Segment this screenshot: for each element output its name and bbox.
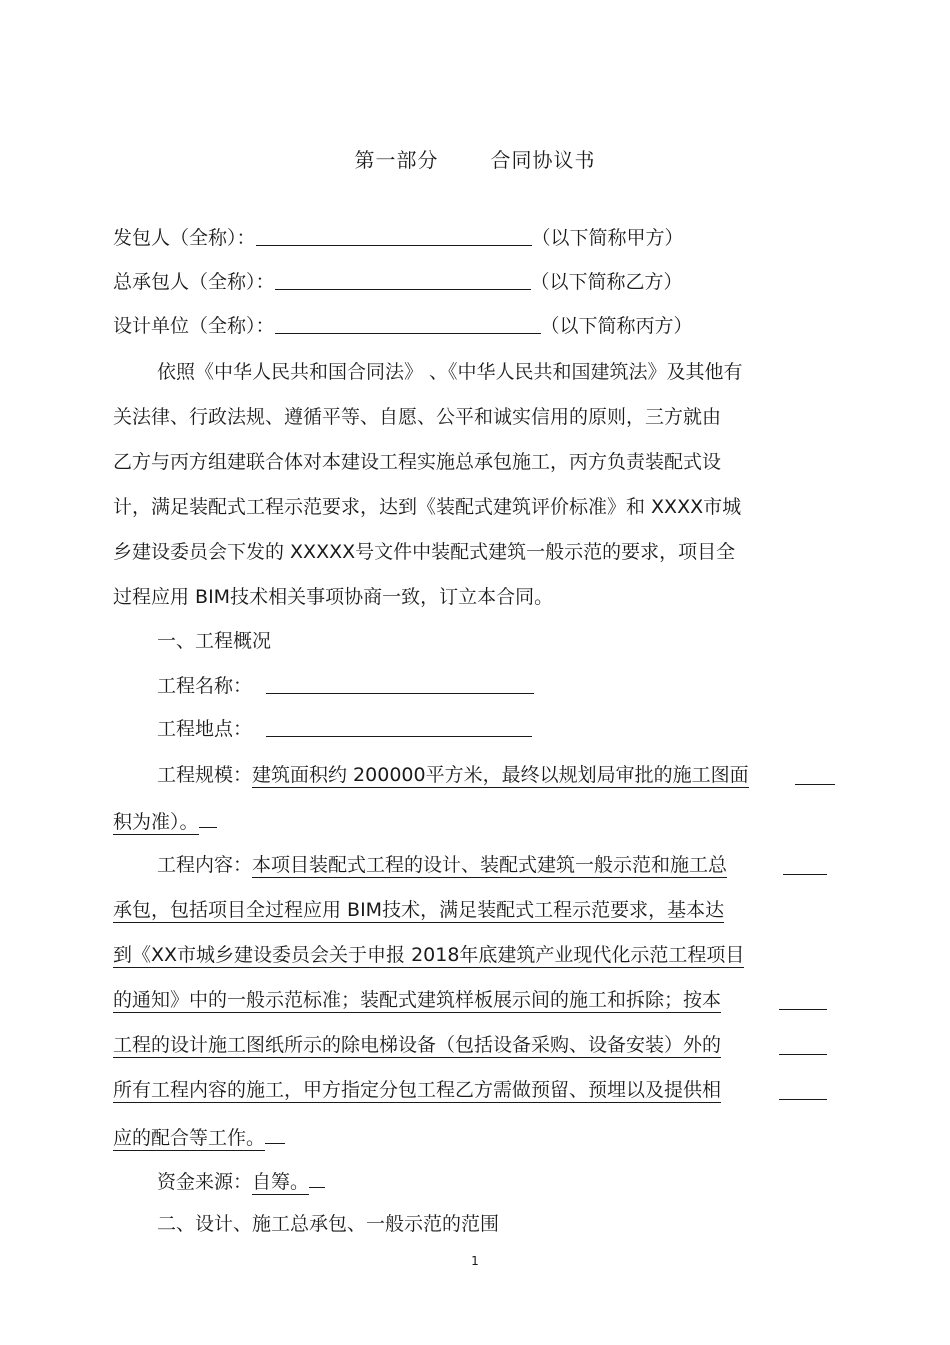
project-name-row	[157, 673, 534, 699]
project-scale-row	[157, 762, 749, 788]
project-content-line	[113, 1032, 721, 1058]
contractor-blank-field[interactable]	[275, 269, 531, 290]
project-content-value: 到《XX市城乡建设委员会关于申报 2018年底建筑产业现代化示范工程项目	[113, 944, 745, 966]
project-content-value: 工程的设计施工图纸所示的除电梯设备（包括设备采购、设备安装）外的	[113, 1034, 722, 1056]
project-scale-continued	[113, 806, 217, 835]
preamble-line: 依照《中华人民共和国合同法》 、《中华人民共和国建筑法》及其他有	[157, 361, 743, 383]
project-scale-value: 积为准）。	[113, 811, 199, 833]
project-content-line	[113, 987, 721, 1013]
page-title	[0, 144, 950, 173]
project-content-line	[113, 1122, 285, 1151]
field-label: 资金来源：	[157, 1171, 253, 1193]
party-label: 设计单位（全称）：	[113, 315, 275, 337]
preamble-line: 过程应用 BIM技术相关事项协商一致，订立本合同。	[113, 586, 554, 608]
project-content-value: 所有工程内容的施工，甲方指定分包工程乙方需做预留、预埋以及提供相	[113, 1079, 722, 1101]
project-name-blank-field[interactable]	[266, 673, 534, 694]
field-label: 工程地点：	[157, 718, 253, 740]
preamble-line: 计，满足装配式工程示范要求，达到《装配式建筑评价标准》和 XXXX市城	[113, 496, 742, 518]
field-label: 工程内容：	[157, 854, 253, 876]
party-label: 发包人（全称）：	[113, 227, 256, 249]
page-number: 1	[471, 1254, 479, 1268]
section-heading-overview: 一、工程概况	[157, 630, 272, 652]
party-suffix: （以下简称乙方）	[530, 271, 683, 293]
project-location-blank-field[interactable]	[266, 716, 532, 737]
project-scale-value: 建筑面积约 200000平方米，最终以规划局审批的施工图面	[252, 764, 749, 786]
title-part: 第一部分	[354, 148, 439, 172]
designer-blank-field[interactable]	[275, 313, 541, 334]
project-content-value: 应的配合等工作。	[113, 1127, 266, 1149]
project-content-line	[113, 897, 724, 923]
party-employer	[113, 225, 684, 251]
title-name: 合同协议书	[490, 148, 596, 172]
field-label: 工程规模：	[157, 764, 253, 786]
preamble-line: 关法律、行政法规、遵循平等、自愿、公平和诚实信用的原则，三方就由	[113, 406, 722, 428]
funding-row	[157, 1166, 325, 1195]
preamble-line: 乙方与丙方组建联合体对本建设工程实施总承包施工，丙方负责装配式设	[113, 451, 722, 473]
preamble-line: 乡建设委员会下发的 XXXXX号文件中装配式建筑一般示范的要求，项目全	[113, 541, 736, 563]
project-content-value: 本项目装配式工程的设计、装配式建筑一般示范和施工总	[252, 854, 728, 876]
party-suffix: （以下简称丙方）	[540, 315, 693, 337]
project-content-line	[113, 942, 744, 968]
employer-blank-field[interactable]	[256, 225, 532, 246]
funding-value: 自筹。	[252, 1171, 310, 1193]
project-content-value: 的通知》中的一般示范标准；装配式建筑样板展示间的施工和拆除；按本	[113, 989, 722, 1011]
party-designer	[113, 313, 693, 339]
party-label: 总承包人（全称）：	[113, 271, 275, 293]
project-location-row	[157, 716, 532, 742]
project-content-line	[113, 1077, 721, 1103]
project-content-row	[157, 852, 727, 878]
party-suffix: （以下简称甲方）	[531, 227, 684, 249]
field-label: 工程名称：	[157, 675, 253, 697]
project-content-value: 承包，包括项目全过程应用 BIM技术，满足装配式工程示范要求，基本达	[113, 899, 725, 921]
party-general-contractor	[113, 269, 683, 295]
section-heading-scope: 二、设计、施工总承包、一般示范的范围	[157, 1213, 500, 1235]
